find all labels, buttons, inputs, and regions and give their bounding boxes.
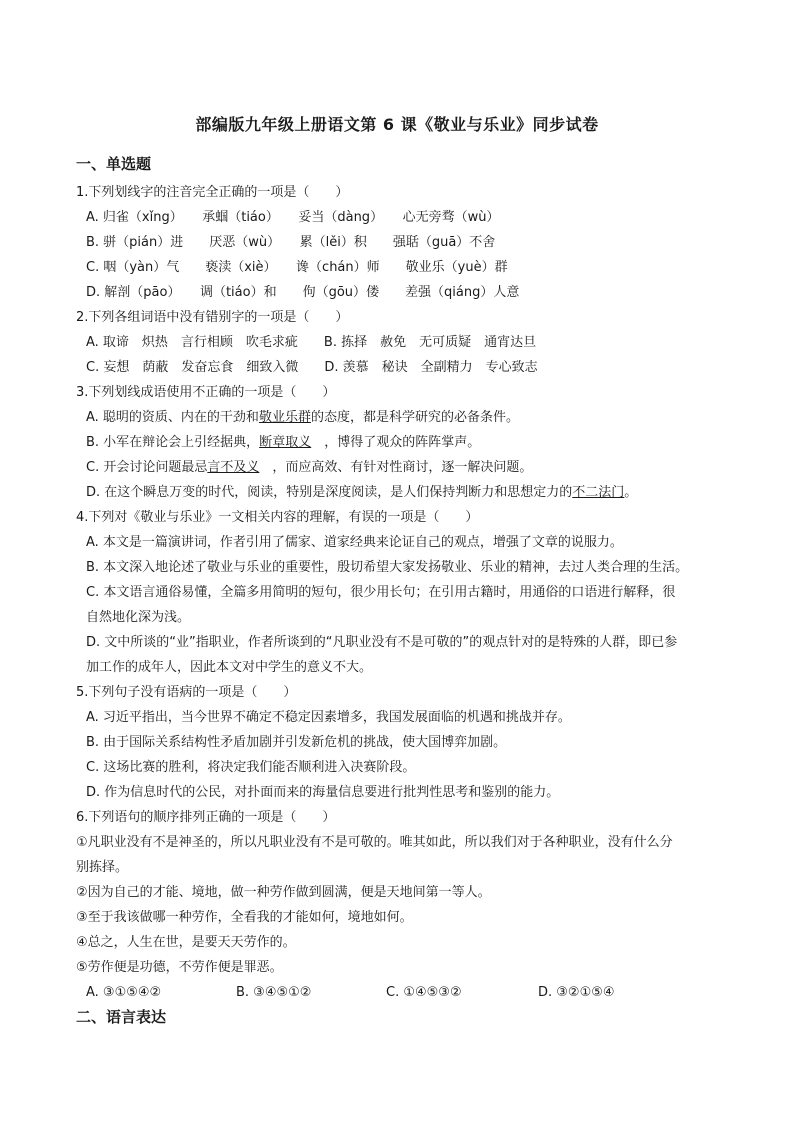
question-3-option-a [76, 405, 726, 430]
question-6-options [76, 980, 726, 1005]
question-4-option-b: B. 本文深入地论述了敬业与乐业的重要性，殷切希望大家发扬敬业、乐业的精神，去过人类合理的生活。 [86, 560, 689, 575]
question-6-option-c: C. ①④⑤③② [386, 985, 462, 1000]
question-6-sentence-4: ④总之，人生在世，是要天天劳作的。 [76, 935, 296, 950]
question-4-option-c-line-1: C. 本文语言通俗易懂，全篇多用简明的短句，很少用长句；在引用古籍时，用通俗的口语进行解释，很 [86, 585, 676, 600]
question-4-option-c-line-2: 自然地化深为浅。 [86, 610, 191, 625]
section-heading-single-choice: 一、单选题 [76, 155, 152, 173]
question-1-option-d: D. 解剖（pāo） 调（tiáo）和 佝（gōu）偻 差强（qiáng）人意 [86, 285, 520, 300]
question-2-stem: 2.下列各组词语中没有错别字的一项是（ ） [76, 310, 349, 325]
underlined-idiom: 敬业乐群 [258, 410, 311, 425]
question-6-sentence-1-line-1: ①凡职业没有不是神圣的，所以凡职业没有不是可敬的。唯其如此，所以我们对于各种职业，没有什么分 [76, 835, 673, 850]
question-6-sentence-2: ②因为自己的才能、境地，做一种劳作做到圆满，便是天地间第一等人。 [76, 885, 491, 900]
question-3-option-c [76, 455, 726, 480]
question-6-option-d: D. ③②①⑤④ [538, 985, 615, 1000]
question-1-stem: 1.下列划线字的注音完全正确的一项是（ ） [76, 185, 349, 200]
question-3-stem: 3.下列划线成语使用不正确的一项是（ ） [76, 385, 336, 400]
question-6-sentence-5: ⑤劳作便是功德，不劳作便是罪恶。 [76, 960, 283, 975]
option-text: ，而应高效、有针对性商讨，逐一解决问题。 [259, 460, 533, 475]
option-text: C. 开会讨论问题最忌 [86, 460, 208, 475]
option-text: A. 聪明的资质、内在的干劲和 [86, 410, 259, 425]
question-3-option-d [76, 480, 726, 505]
question-6-stem: 6.下列语句的顺序排列正确的一项是（ ） [76, 810, 336, 825]
question-6-option-a: A. ③①⑤④② [86, 985, 162, 1000]
document-body [76, 152, 726, 1033]
question-6-sentence-1-line-2: 别拣择。 [76, 860, 129, 875]
question-4-option-d-line-1: D. 文中所谈的“业”指职业，作者所谈到的“凡职业没有不是可敬的”的观点针对的是特殊的人群，即已参 [86, 635, 678, 650]
question-1-option-a: A. 归雀（xǐng） 承蝈（tiáo） 妥当（dàng） 心无旁骛（wù） [86, 210, 500, 225]
question-6-option-b: B. ③④⑤①② [236, 985, 312, 1000]
question-5-option-a: A. 习近平指出，当今世界不确定不稳定因素增多，我国发展面临的机遇和挑战并存。 [86, 710, 571, 725]
option-text: 的态度，都是科学研究的必备条件。 [310, 410, 519, 425]
question-5-option-c: C. 这场比赛的胜利，将决定我们能否顺利进入决赛阶段。 [86, 760, 416, 775]
question-3-option-b [76, 430, 726, 455]
section-heading-language-expression: 二、语言表达 [76, 1008, 167, 1026]
question-6-sentence-3: ③至于我该做哪一种劳作，全看我的才能如何，境地如何。 [76, 910, 413, 925]
underlined-idiom: 不二法门 [572, 485, 625, 500]
question-4-stem: 4.下列对《敬业与乐业》一文相关内容的理解，有误的一项是（ ） [76, 510, 479, 525]
underlined-idiom: 断章取义 [259, 435, 312, 450]
page-title: 部编版九年级上册语文第 6 课《敬业与乐业》同步试卷 [195, 115, 599, 134]
option-text: B. 小军在辩论会上引经据典， [86, 435, 260, 450]
question-1-option-b: B. 骈（pián）进 厌恶（wù） 累（lěi）积 强聒（guā）不舍 [86, 235, 496, 250]
question-2-options-row-2: C. 妄想 荫蔽 发奋忘食 细致入微 D. 羡慕 秘诀 全副精力 专心致志 [86, 360, 538, 375]
question-5-stem: 5.下列句子没有语病的一项是（ ） [76, 685, 297, 700]
question-2-options-row-1: A. 取谛 炽热 言行相顾 吹毛求疵 B. 拣择 赦免 无可质疑 通宵达旦 [86, 335, 537, 350]
option-text: 。 [624, 485, 638, 500]
question-4-option-a: A. 本文是一篇演讲词，作者引用了儒家、道家经典来论证自己的观点，增强了文章的说服力。 [86, 535, 623, 550]
question-5-option-b: B. 由于国际关系结构性矛盾加剧并引发新危机的挑战，使大国博弈加剧。 [86, 735, 507, 750]
option-text: D. 在这个瞬息万变的时代，阅读，特别是深度阅读，是人们保持判断力和思想定力的 [86, 485, 573, 500]
option-text: ，博得了观众的阵阵掌声。 [311, 435, 481, 450]
question-5-option-d: D. 作为信息时代的公民，对扑面而来的海量信息要进行批判性思考和鉴别的能力。 [86, 785, 560, 800]
question-4-option-d-line-2: 加工作的成年人，因此本文对中学生的意义不大。 [86, 660, 373, 675]
underlined-idiom: 言不及义 [207, 460, 260, 475]
question-1-option-c: C. 咽（yàn）气 亵渎（xiè） 谗（chán）师 敬业乐（yuè）群 [86, 260, 508, 275]
